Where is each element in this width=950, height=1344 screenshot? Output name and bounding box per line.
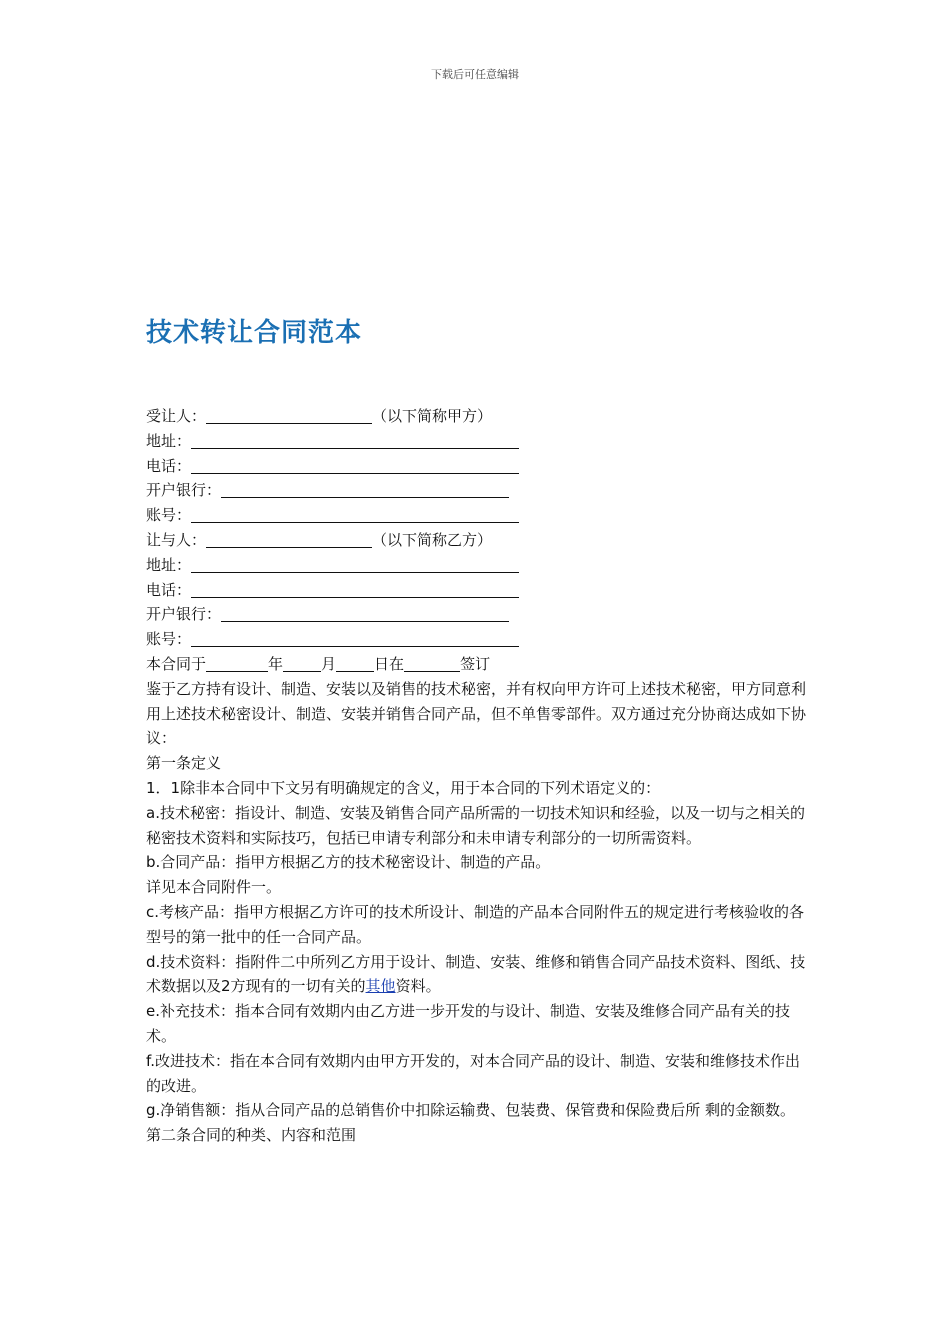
sign-year-blank[interactable] [206,655,268,672]
party-a-address-label: 地址： [146,431,192,450]
definition-c: c.考核产品：指甲方根据乙方许可的技术所设计、制造的产品本合同附件五的规定进行考核验收的各型号的第一批中的任一合同产品。 [146,902,805,946]
party-a-name-blank[interactable] [206,407,372,424]
party-b-address-blank[interactable] [191,556,519,573]
party-b-address-line [146,553,811,578]
party-b-role-line [146,528,811,553]
party-a-account-line [146,503,811,528]
party-b-name-blank[interactable] [206,531,372,548]
definition-d-end: 资料。 [395,977,441,996]
party-b-account-label: 账号： [146,630,192,649]
definition-f: f.改进技术：指在本合同有效期内由甲方开发的，对本合同产品的设计、制造、安装和维修技术作出的改进。 [146,1051,800,1095]
party-a-role-line [146,404,811,429]
party-b-address-label: 地址： [146,555,192,574]
party-a-account-blank[interactable] [191,506,519,523]
header-note: 下载后可任意编辑 [431,68,519,81]
party-a-address-blank[interactable] [191,432,519,449]
party-b-bank-blank[interactable] [221,605,509,622]
article-1-heading: 第一条定义 [146,754,222,773]
party-a-role-suffix: （以下简称甲方） [372,407,493,425]
document-title: 技术转让合同范本 [146,318,363,348]
preamble: 鉴于乙方持有设计、制造、安装以及销售的技术秘密，并有权向甲方许可上述技术秘密，甲方同意利用上述技术秘密设计、制造、安装并销售合同产品，但不单售零部件。双方通过充分协商达成如下协议： [146,679,807,748]
sign-suffix: 签订 [460,654,491,673]
party-b-bank-line [146,602,811,627]
definition-e: e.补充技术：指本合同有效期内由乙方进一步开发的与设计、制造、安装及维修合同产品有关的技术。 [146,1002,791,1045]
definition-a: a.技术秘密：指设计、制造、安装及销售合同产品所需的一切技术知识和经验，以及一切与之相关的秘密技术资料和实际技巧，包括已申请专利部分和未申请专利部分的一切所需资料。 [146,803,805,847]
party-a-phone-blank[interactable] [191,457,519,474]
party-b-role-label: 让与人： [146,530,207,549]
party-b-bank-label: 开户银行： [146,605,222,624]
party-a-role-label: 受让人： [146,407,207,425]
sign-month-label: 月 [321,654,337,673]
definition-d-text: d.技术资料：指附件二中所列乙方用于设计、制造、安装、维修和销售合同产品技术资料、图纸、技术数据以及2方现有的一切有关的 [146,952,806,996]
party-b-account-blank[interactable] [191,630,519,647]
sign-day-blank[interactable] [336,655,374,672]
contract-body [146,404,811,1148]
sign-day-label: 日在 [374,654,405,673]
signing-date-line [146,652,811,677]
party-b-account-line [146,627,811,652]
party-b-role-suffix: （以下简称乙方） [372,530,493,549]
party-a-phone-label: 电话： [146,456,192,475]
party-a-bank-line [146,478,811,503]
sign-year-label: 年 [268,654,284,673]
sign-prefix: 本合同于 [146,654,207,673]
article-2-heading: 第二条合同的种类、内容和范围 [146,1126,357,1145]
definition-b: b.合同产品：指甲方根据乙方的技术秘密设计、制造的产品。 [146,853,551,872]
party-a-phone-line [146,454,811,479]
clause-1-1: 1．1除非本合同中下文另有明确规定的含义，用于本合同的下列术语定义的： [146,778,661,797]
other-materials-link[interactable]: 其他 [365,977,396,996]
party-a-bank-blank[interactable] [221,481,509,498]
sign-month-blank[interactable] [283,655,321,672]
definition-b-detail: 详见本合同附件一。 [146,878,282,897]
party-b-phone-blank[interactable] [191,581,519,598]
party-b-phone-line [146,578,811,603]
party-b-phone-label: 电话： [146,580,192,599]
definition-d [146,950,811,1000]
party-a-account-label: 账号： [146,506,192,525]
party-a-bank-label: 开户银行： [146,481,222,500]
party-a-address-line [146,429,811,454]
definition-g: g.净销售额：指从合同产品的总销售价中扣除运输费、包装费、保管费和保险费后所 剩的金额数。 [146,1101,796,1120]
sign-place-blank[interactable] [404,655,460,672]
